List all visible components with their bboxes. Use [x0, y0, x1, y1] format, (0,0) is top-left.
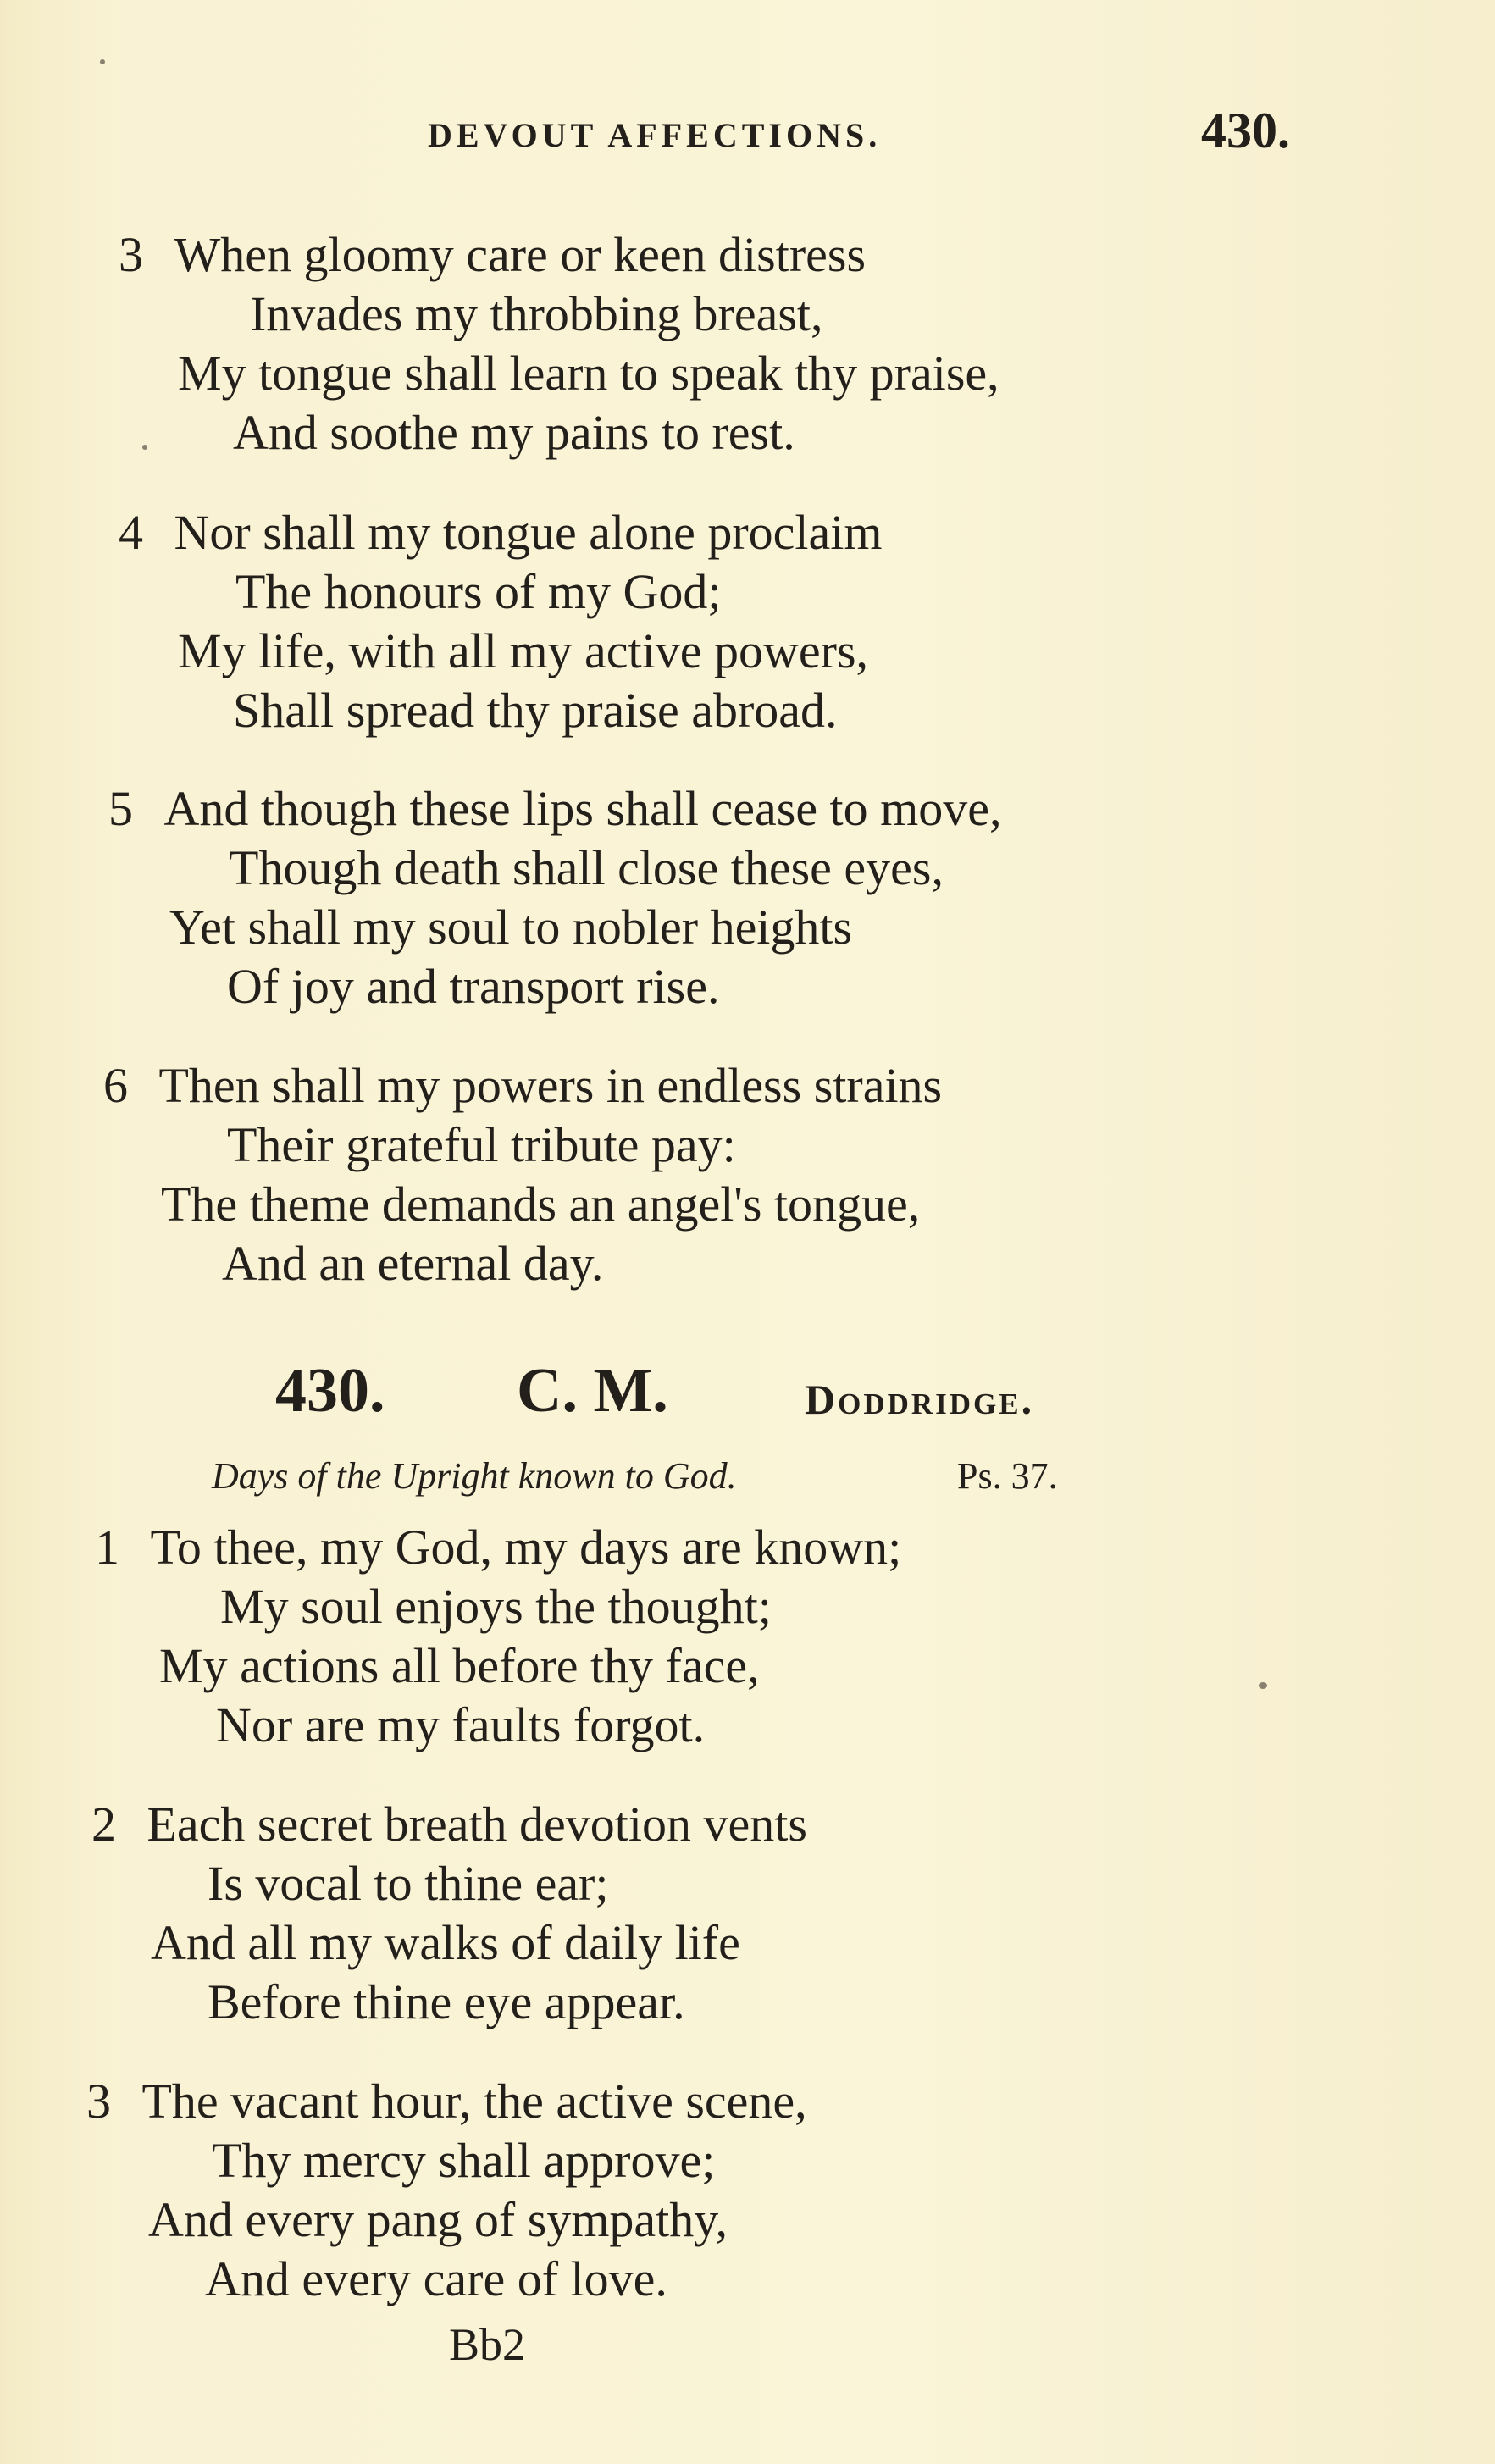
verse-text: And though these lips shall cease to move, [163, 781, 1002, 836]
stanza-line: Before thine eye appear. [208, 1974, 685, 2029]
stanza-line: My actions all before thy face, [159, 1638, 760, 1693]
verse-text: The vacant hour, the active scene, [141, 2074, 807, 2129]
stanza-line: My tongue shall learn to speak thy praise, [178, 346, 999, 401]
stanza-line: Yet shall my soul to nobler heights [169, 900, 853, 955]
stanza-line: Thy mercy shall approve; [212, 2133, 716, 2188]
hymn-number: 430. [275, 1356, 385, 1426]
paper-speck [100, 59, 105, 64]
stanza-line [91, 1797, 807, 1852]
stanza-line [95, 1520, 902, 1575]
stanza-line: The honours of my God; [235, 564, 722, 619]
verse-text: When gloomy care or keen distress [174, 227, 867, 282]
stanza-line [103, 1058, 943, 1113]
stanza-line [119, 227, 867, 282]
stanza-line: Nor are my faults forgot. [216, 1697, 706, 1752]
verse-text: Then shall my powers in endless strains [158, 1058, 943, 1113]
verse-number: 6 [103, 1058, 128, 1113]
verse-text: Nor shall my tongue alone proclaim [174, 505, 883, 560]
stanza-line: Though death shall close these eyes, [229, 840, 944, 895]
verse-text: To thee, my God, my days are known; [150, 1520, 902, 1575]
stanza-line: Is vocal to thine ear; [208, 1856, 609, 1911]
printer-signature: Bb2 [449, 2319, 526, 2370]
stanza-line: Of joy and transport rise. [227, 959, 720, 1014]
stanza-line: Shall spread thy praise abroad. [233, 683, 838, 738]
stanza-line: Invades my throbbing breast, [250, 286, 823, 341]
stanza-line: And all my walks of daily life [151, 1915, 740, 1970]
scripture-reference: Ps. 37. [957, 1455, 1058, 1497]
stanza-line [119, 505, 883, 560]
stanza-line [86, 2074, 807, 2129]
verse-number: 1 [95, 1520, 119, 1575]
verse-number: 3 [86, 2074, 111, 2129]
page-number: 430. [1201, 102, 1290, 158]
stanza-line: And every pang of sympathy, [148, 2192, 728, 2247]
hymn-meter: C. M. [517, 1356, 668, 1426]
stanza-line: And every care of love. [205, 2251, 667, 2306]
running-header: DEVOUT AFFECTIONS. [428, 116, 882, 154]
verse-number: 4 [119, 505, 143, 560]
stanza-line: And an eternal day. [222, 1236, 604, 1291]
stanza-line [108, 781, 1002, 836]
hymn-author: Doddridge. [805, 1376, 1035, 1423]
stanza-line: And soothe my pains to rest. [233, 405, 795, 460]
stanza-line: My life, with all my active powers, [178, 623, 869, 678]
stanza-line: Their grateful tribute pay: [227, 1117, 736, 1172]
stanza-line: The theme demands an angel's tongue, [161, 1177, 921, 1232]
stanza-line: My soul enjoys the thought; [220, 1579, 772, 1634]
hymn-subtitle: Days of the Upright known to God. [212, 1455, 737, 1497]
paper-speck [142, 445, 147, 450]
paper-speck [1259, 1682, 1267, 1689]
verse-number: 3 [119, 227, 143, 282]
verse-number: 2 [91, 1797, 116, 1852]
verse-number: 5 [108, 781, 133, 836]
verse-text: Each secret breath devotion vents [147, 1797, 807, 1852]
